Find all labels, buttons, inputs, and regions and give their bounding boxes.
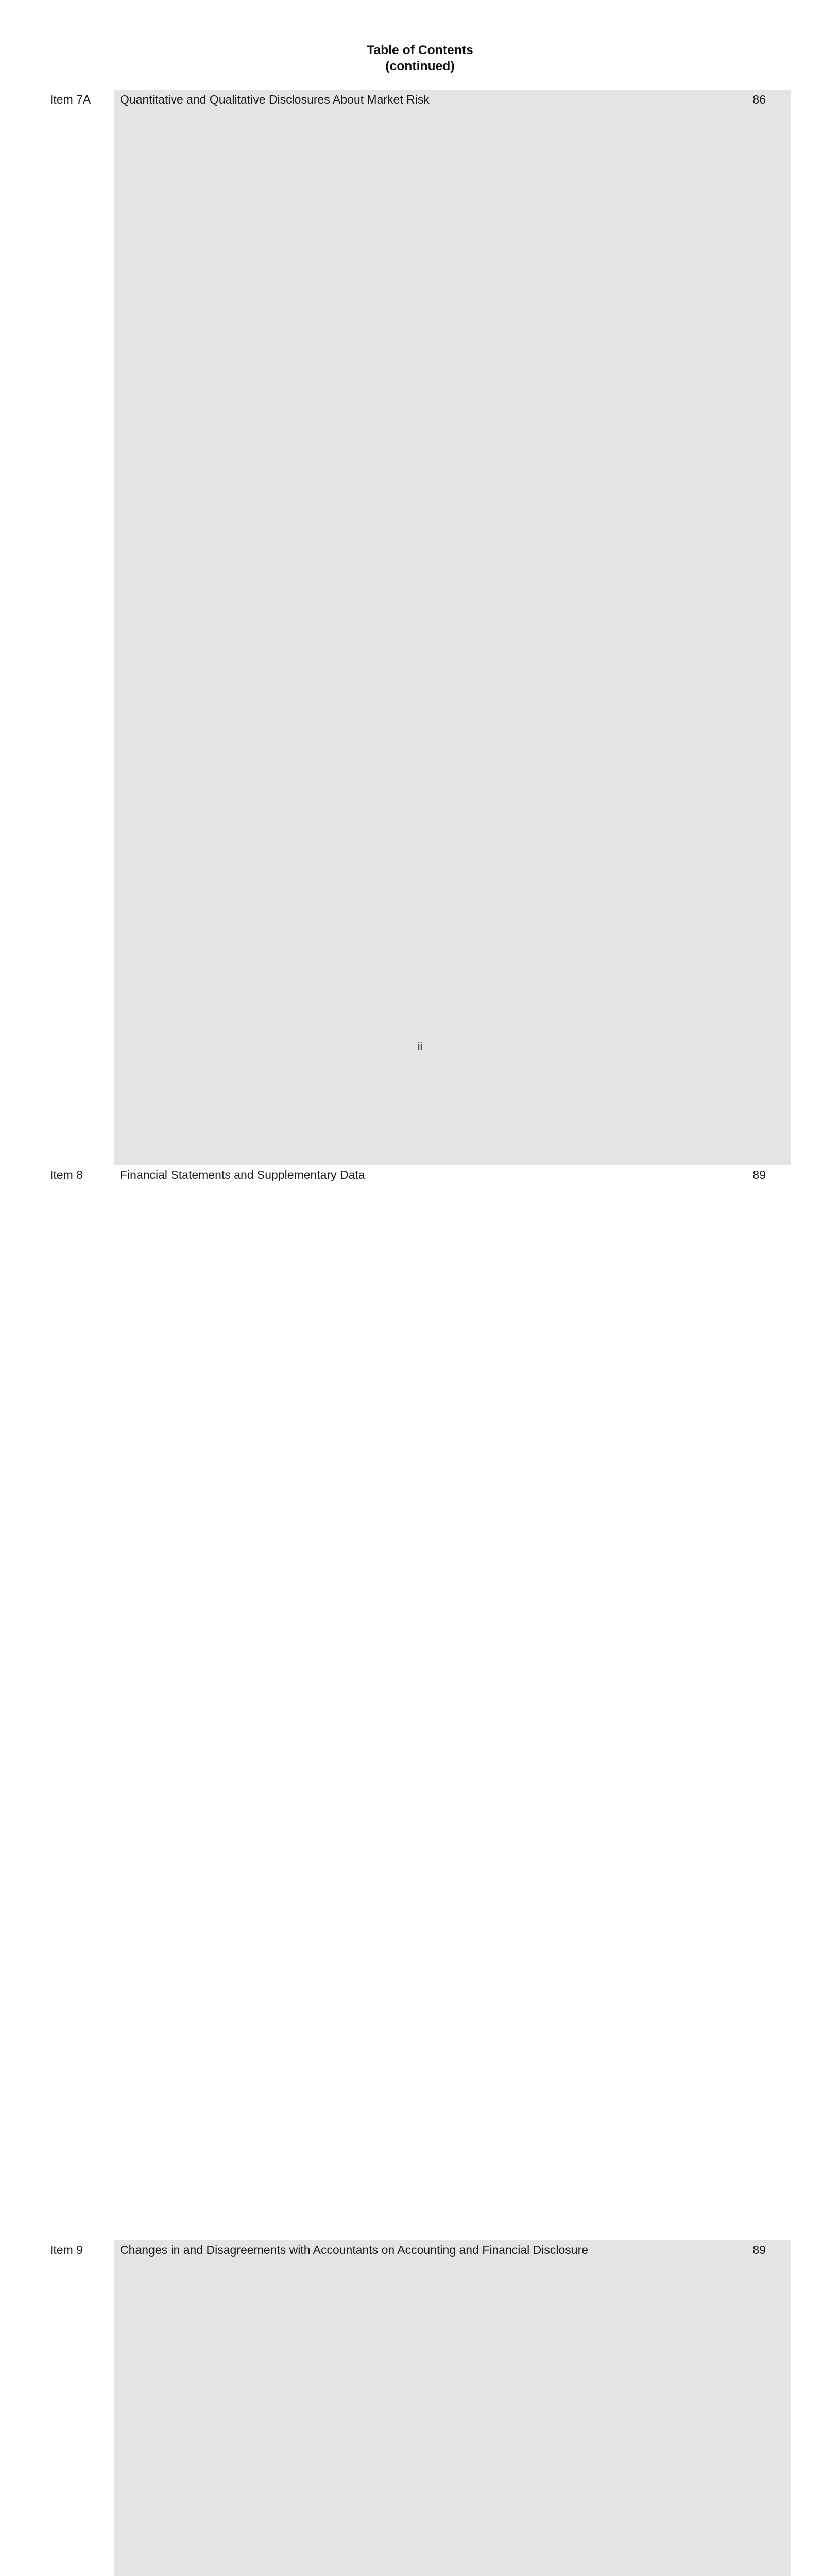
toc-row[interactable]: [0, 90, 840, 1165]
toc-right-margin: [791, 1165, 840, 2240]
toc-entry-title-line1: Financial Statements and Supplementary Data: [120, 1168, 365, 1181]
toc-entry-title[interactable]: [114, 2240, 722, 2576]
toc-item-number: Item 9: [50, 2243, 83, 2257]
toc-item-number: Item 7A: [50, 93, 91, 106]
page-title: [0, 0, 840, 74]
toc-entry-title-line1: Changes in and Disagreements with Accountants on Accounting and Financial Disclosure: [120, 2243, 589, 2257]
toc-page-number: 89: [722, 2240, 791, 2576]
toc-entry-title-line1: Quantitative and Qualitative Disclosures About Market Risk: [120, 93, 430, 106]
toc-entry-title[interactable]: [114, 1165, 722, 2240]
footer-page-number: ii: [417, 1041, 423, 1053]
toc-row[interactable]: [0, 1165, 840, 2240]
table-of-contents: [0, 90, 840, 2576]
toc-row[interactable]: [0, 2240, 840, 2576]
toc-item-number: Item 8: [50, 1168, 83, 1181]
toc-body: [0, 90, 840, 2576]
toc-page-number: 86: [722, 90, 791, 1165]
page-title-primary: Table of Contents: [367, 43, 473, 57]
page-title-continued: (continued): [385, 59, 455, 73]
toc-right-margin: [791, 90, 840, 1165]
toc-page-number: 89: [752, 1168, 766, 1181]
toc-entry-title[interactable]: [114, 90, 722, 1165]
toc-right-margin: [791, 2240, 840, 2576]
